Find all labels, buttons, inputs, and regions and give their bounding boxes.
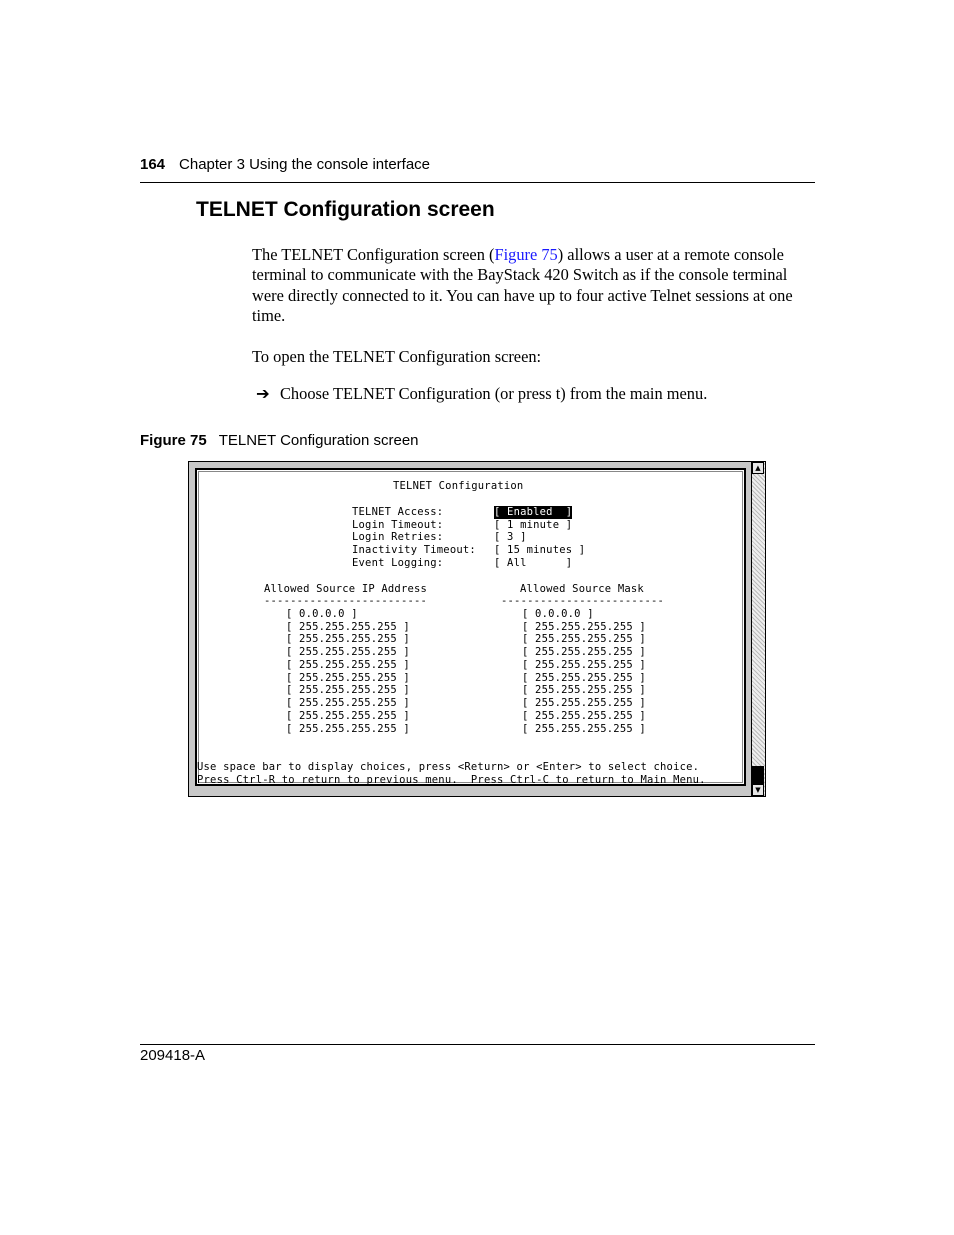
mask-field[interactable]: [ 255.255.255.255 ] (522, 646, 646, 658)
login-retries-select[interactable]: [ 3 ] (494, 531, 527, 543)
field-label-inactivity-timeout: Inactivity Timeout: (352, 544, 476, 556)
mask-field[interactable]: [ 255.255.255.255 ] (522, 723, 646, 735)
terminal-screen (195, 468, 746, 786)
field-label-event-logging: Event Logging: (352, 557, 444, 569)
vertical-scrollbar[interactable] (751, 462, 765, 796)
field-label-login-timeout: Login Timeout: (352, 519, 444, 531)
help-line-2: Press Ctrl-R to return to previous menu. Press Ctrl-C to return to Main Menu. (197, 774, 706, 786)
scroll-down-icon[interactable]: ▼ (752, 784, 764, 796)
terminal-window (188, 461, 766, 797)
mask-field[interactable]: [ 255.255.255.255 ] (522, 684, 646, 696)
field-label-login-retries: Login Retries: (352, 531, 444, 543)
mask-field[interactable]: [ 0.0.0.0 ] (522, 608, 594, 620)
ip-address-field[interactable]: [ 255.255.255.255 ] (286, 723, 410, 735)
ip-address-field[interactable]: [ 255.255.255.255 ] (286, 697, 410, 709)
intro-paragraph (252, 245, 814, 327)
step-text: Choose TELNET Configuration (or press t) from the main menu. (280, 384, 708, 403)
mask-field[interactable]: [ 255.255.255.255 ] (522, 672, 646, 684)
intro-text-start: The TELNET Configuration screen ( (252, 245, 495, 264)
mask-column-header: Allowed Source Mask (520, 583, 644, 595)
mask-field[interactable]: [ 255.255.255.255 ] (522, 621, 646, 633)
figure-caption (140, 432, 419, 449)
footer-rule (140, 1044, 815, 1045)
procedure-intro: To open the TELNET Configuration screen: (252, 347, 542, 366)
chapter-title: Chapter 3 Using the console interface (179, 156, 431, 173)
mask-field[interactable]: [ 255.255.255.255 ] (522, 633, 646, 645)
mask-field[interactable]: [ 255.255.255.255 ] (522, 697, 646, 709)
ip-column-rule: ------------------------- (264, 595, 428, 607)
page-header (140, 156, 430, 173)
inactivity-timeout-select[interactable]: [ 15 minutes ] (494, 544, 586, 556)
page-number: 164 (140, 156, 166, 173)
procedure-step (256, 384, 707, 404)
ip-address-field[interactable]: [ 255.255.255.255 ] (286, 646, 410, 658)
ip-address-field[interactable]: [ 255.255.255.255 ] (286, 672, 410, 684)
document-number: 209418-A (140, 1047, 206, 1064)
figure-label: Figure 75 (140, 432, 207, 449)
ip-address-field[interactable]: [ 255.255.255.255 ] (286, 710, 410, 722)
mask-column-rule: ------------------------- (501, 595, 665, 607)
telnet-access-select[interactable]: [ Enabled ] (494, 506, 573, 518)
scrollbar-thumb[interactable] (752, 766, 764, 784)
field-label-telnet-access: TELNET Access: (352, 506, 444, 518)
ip-address-field[interactable]: [ 0.0.0.0 ] (286, 608, 358, 620)
ip-column-header: Allowed Source IP Address (264, 583, 428, 595)
ip-address-field[interactable]: [ 255.255.255.255 ] (286, 621, 410, 633)
mask-field[interactable]: [ 255.255.255.255 ] (522, 710, 646, 722)
ip-address-field[interactable]: [ 255.255.255.255 ] (286, 659, 410, 671)
header-rule (140, 182, 815, 183)
ip-address-field[interactable]: [ 255.255.255.255 ] (286, 684, 410, 696)
help-line-1: Use space bar to display choices, press <Return> or <Enter> to select choice. (197, 761, 700, 773)
ip-address-field[interactable]: [ 255.255.255.255 ] (286, 633, 410, 645)
terminal-title: TELNET Configuration (393, 480, 524, 492)
login-timeout-select[interactable]: [ 1 minute ] (494, 519, 573, 531)
section-title: TELNET Configuration screen (196, 198, 495, 221)
figure-75-link[interactable]: Figure 75 (494, 245, 558, 264)
scroll-up-icon[interactable]: ▲ (752, 462, 764, 474)
arrow-right-icon: ➔ (256, 384, 270, 403)
intro-text-end: ) allows a user at a remote console terminal to communicate with the BayStack 420 Switch as if the console terminal were directly connected to it. You can have up to four active Telnet sessions at one time. (252, 245, 793, 326)
mask-field[interactable]: [ 255.255.255.255 ] (522, 659, 646, 671)
event-logging-select[interactable]: [ All ] (494, 557, 573, 569)
figure-title: TELNET Configuration screen (218, 432, 419, 449)
